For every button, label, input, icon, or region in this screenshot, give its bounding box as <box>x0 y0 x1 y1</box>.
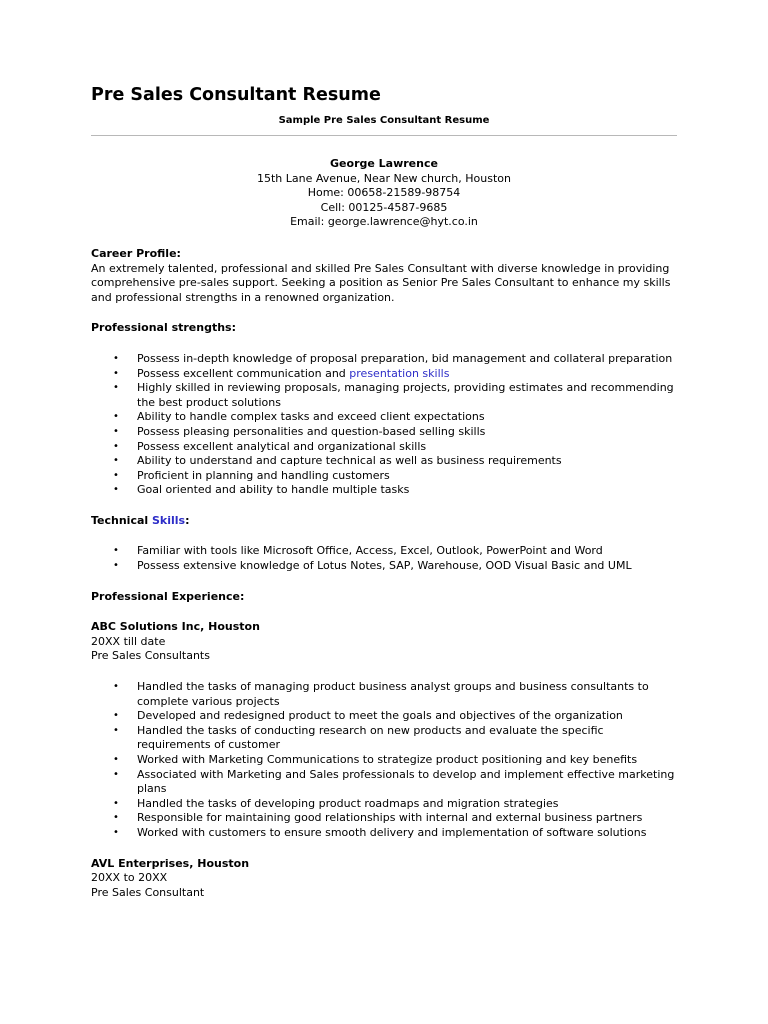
list-item: • Ability to understand and capture technical as well as business requirements <box>113 454 562 468</box>
list-item: • Associated with Marketing and Sales professionals to develop and implement effective marketing plans <box>113 767 675 796</box>
resume-page <box>91 84 681 900</box>
list-item: • Worked with customers to ensure smooth delivery and implementation of software solutions <box>113 825 647 839</box>
technical-skills-list <box>91 544 681 573</box>
bullet-icon: • <box>113 754 119 765</box>
professional-strengths-section <box>91 321 681 498</box>
bullet-icon: • <box>113 826 119 838</box>
career-profile-text: An extremely talented, professional and skilled Pre Sales Consultant with diverse knowledge in providing comprehensive pre-sales support. Seeking a position as Senior Pre Sales Consultant to enhance my skills and professional strengths in a renowned organization. <box>91 261 671 304</box>
bullet-icon: • <box>113 710 119 722</box>
job-dates: 20XX till date <box>91 634 166 648</box>
professional-strengths-heading: Professional strengths: <box>91 321 236 335</box>
document-title: Pre Sales Consultant Resume <box>91 85 381 105</box>
list-item: • Possess in-depth knowledge of proposal preparation, bid management and collateral preparation <box>113 351 673 365</box>
job-company: ABC Solutions Inc, Houston <box>91 620 260 634</box>
header-divider <box>91 135 677 136</box>
contact-block <box>0 157 768 230</box>
strengths-list <box>91 352 681 498</box>
bullet-icon: • <box>113 469 119 481</box>
list-item: • Goal oriented and ability to handle multiple tasks <box>113 483 410 497</box>
bullet-icon: • <box>113 382 119 394</box>
list-item: • Possess pleasing personalities and question-based selling skills <box>113 424 486 438</box>
document-subtitle: Sample Pre Sales Consultant Resume <box>278 115 490 126</box>
bullet-icon: • <box>113 545 119 557</box>
bullet-icon: • <box>113 455 119 467</box>
contact-cell-phone: Cell: 00125-4587-9685 <box>320 200 448 214</box>
job-duties-list <box>91 680 681 841</box>
bullet-icon: • <box>113 440 119 452</box>
list-item: • Possess extensive knowledge of Lotus Notes, SAP, Warehouse, OOD Visual Basic and UML <box>113 559 632 573</box>
bullet-icon: • <box>113 484 119 496</box>
list-item: • Handled the tasks of developing product roadmaps and migration strategies <box>113 796 559 810</box>
bullet-icon: • <box>113 812 119 824</box>
bullet-icon: • <box>113 681 119 693</box>
list-item: • Proficient in planning and handling customers <box>113 468 390 482</box>
job-entry <box>91 857 681 901</box>
bullet-icon: • <box>113 768 119 780</box>
contact-home-phone: Home: 00658-21589-98754 <box>307 186 461 200</box>
list-item: • Handled the tasks of conducting research on new products and evaluate the specific requirements of customer <box>113 723 604 752</box>
bullet-icon: • <box>113 367 119 379</box>
career-profile-section <box>91 247 681 305</box>
experience-section <box>91 590 681 901</box>
technical-skills-section <box>91 514 681 574</box>
list-item: • Highly skilled in reviewing proposals, managing projects, providing estimates and recommending the best product solutions <box>113 381 674 409</box>
list-item: • Possess excellent analytical and organizational skills <box>113 439 427 453</box>
bullet-icon: • <box>113 797 119 809</box>
list-item: • Responsible for maintaining good relationships with internal and external business partners <box>113 811 643 825</box>
list-item: • Developed and redesigned product to meet the goals and objectives of the organization <box>113 709 623 723</box>
job-role: Pre Sales Consultant <box>91 885 205 899</box>
bullet-icon: • <box>113 560 119 572</box>
career-profile-heading: Career Profile: <box>91 246 181 260</box>
job-dates: 20XX to 20XX <box>91 871 168 885</box>
presentation-skills-link[interactable]: presentation skills <box>349 366 450 380</box>
list-item: • Worked with Marketing Communications to strategize product positioning and key benefits <box>113 753 638 766</box>
bullet-icon: • <box>113 352 119 364</box>
bullet-icon: • <box>113 425 119 437</box>
technical-skills-heading: Technical Skills: <box>91 513 190 527</box>
list-item: • Handled the tasks of managing product business analyst groups and business consultants to complete various projects <box>113 680 649 708</box>
job-company: AVL Enterprises, Houston <box>91 856 250 870</box>
job-entry <box>91 620 681 664</box>
list-item: • Possess excellent communication and presentation skills <box>113 366 450 380</box>
bullet-icon: • <box>113 724 119 736</box>
candidate-name: George Lawrence <box>330 157 438 170</box>
skills-link[interactable]: Skills <box>152 513 186 527</box>
list-item: • Ability to handle complex tasks and exceed client expectations <box>113 410 485 424</box>
job-role: Pre Sales Consultants <box>91 649 210 663</box>
experience-heading: Professional Experience: <box>91 589 245 603</box>
bullet-icon: • <box>113 411 119 423</box>
contact-address: 15th Lane Avenue, Near New church, Houston <box>257 171 511 185</box>
list-item: • Familiar with tools like Microsoft Office, Access, Excel, Outlook, PowerPoint and Word <box>113 544 603 558</box>
contact-email: Email: george.lawrence@hyt.co.in <box>290 215 478 229</box>
